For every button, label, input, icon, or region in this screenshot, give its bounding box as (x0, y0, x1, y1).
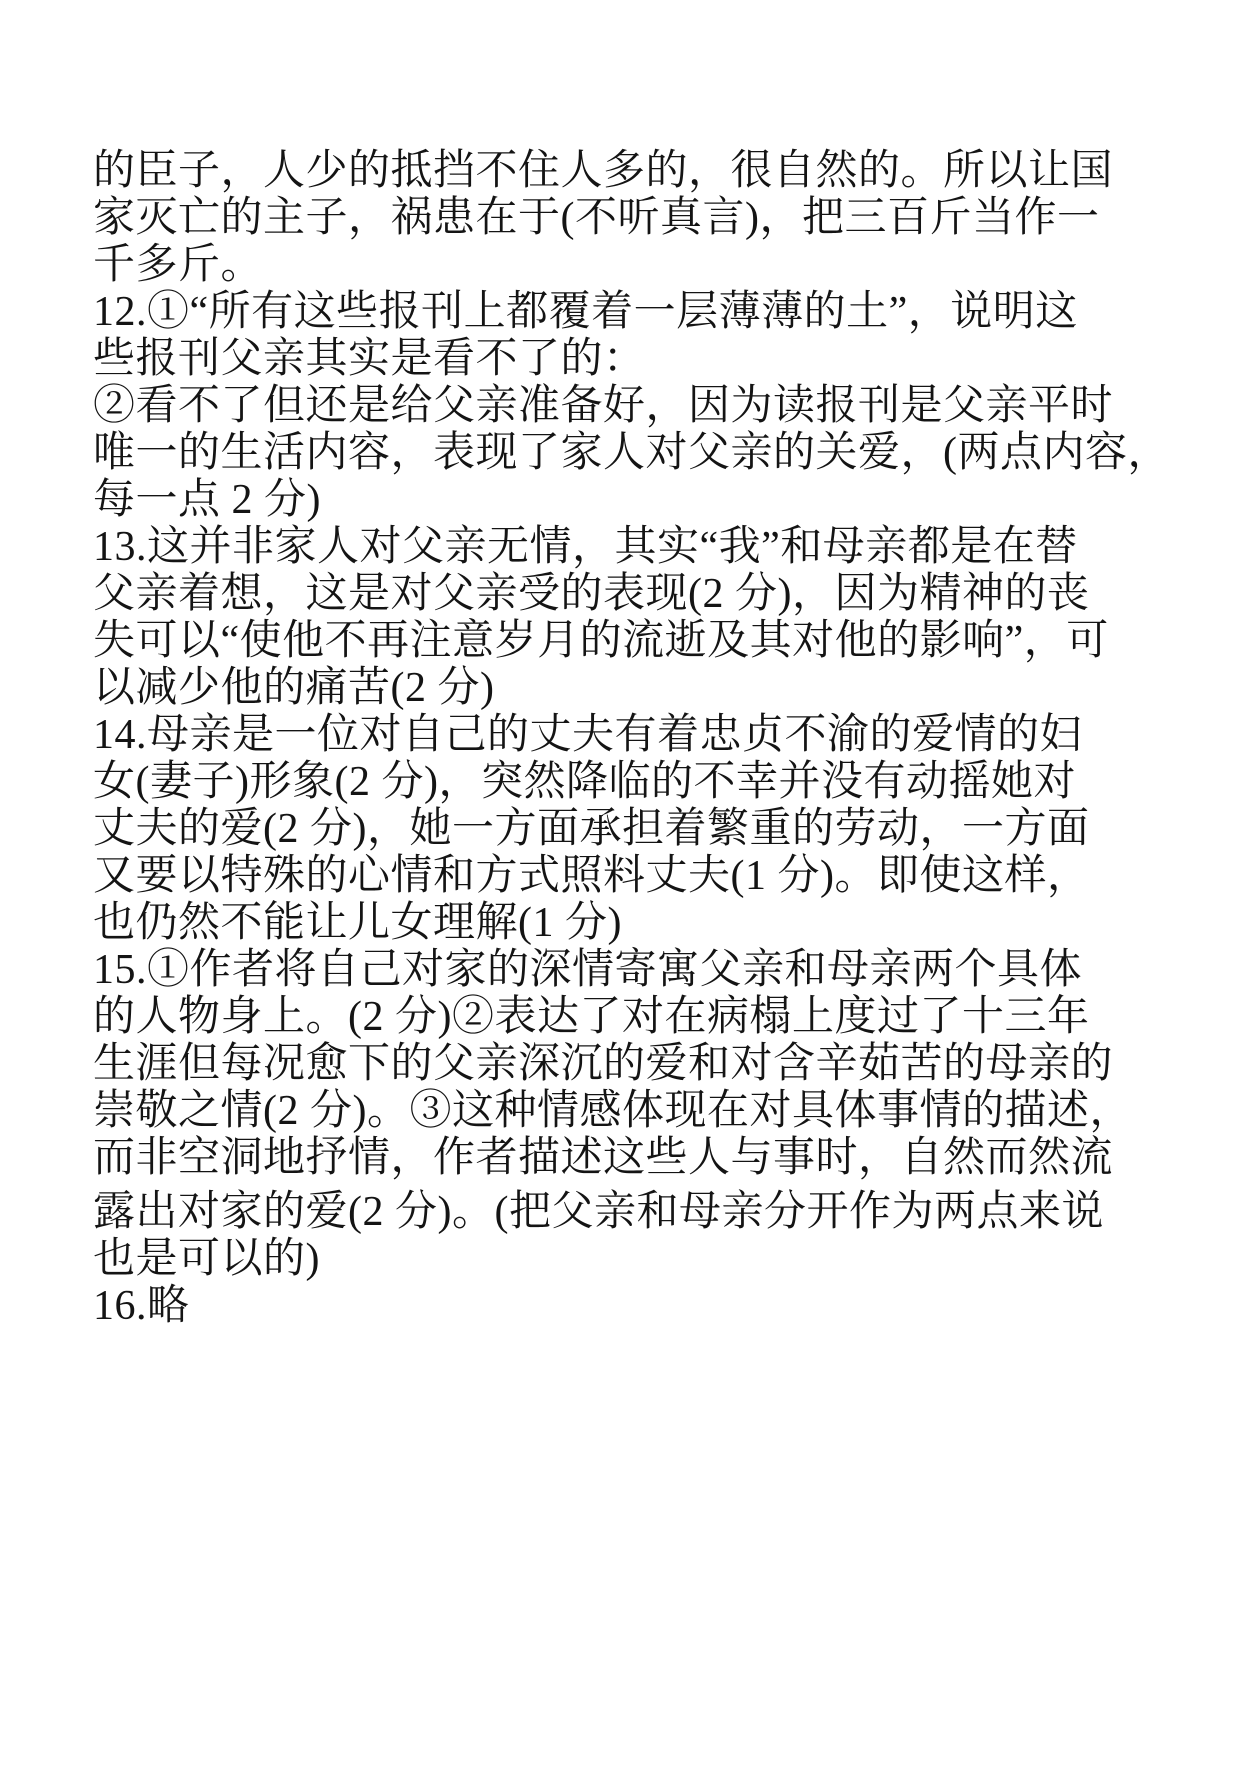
text-line: 父亲着想，这是对父亲受的表现(2 分)，因为精神的丧 (93, 571, 1090, 617)
text-line-q13: 13.这并非家人对父亲无情，其实“我”和母亲都是在替 (93, 524, 1078, 570)
text-line: 也仍然不能让儿女理解(1 分) (93, 900, 622, 946)
text-line-q15: 15.①作者将自己对家的深情寄寓父亲和母亲两个具体 (93, 947, 1083, 993)
text-line: 女(妻子)形象(2 分)，突然降临的不幸并没有动摇她对 (93, 759, 1076, 805)
text-line: 而非空洞地抒情，作者描述这些人与事时，自然而然流 (93, 1135, 1114, 1181)
answer-key-text-block (93, 148, 1170, 1330)
text-line: 的臣子，人少的抵挡不住人多的，很自然的。所以让国 (93, 148, 1114, 194)
text-line-q14: 14.母亲是一位对自己的丈夫有着忠贞不渝的爱情的妇 (93, 712, 1083, 758)
text-line: 失可以“使他不再注意岁月的流逝及其对他的影响”，可 (93, 618, 1109, 664)
text-line: 千多斤。 (93, 242, 264, 288)
text-line: 也是可以的) (93, 1236, 320, 1282)
text-line: 崇敬之情(2 分)。③这种情感体现在对具体事情的描述， (93, 1088, 1132, 1134)
text-line: 家灭亡的主子，祸患在于(不听真言)，把三百斤当作一 (93, 195, 1100, 241)
text-line: 每一点 2 分) (93, 477, 321, 523)
text-line: 丈夫的爱(2 分)，她一方面承担着繁重的劳动，一方面 (93, 806, 1090, 852)
text-line: 以减少他的痛苦(2 分) (93, 665, 495, 711)
text-line: 生涯但每况愈下的父亲深沉的爱和对含辛茹苦的母亲的 (93, 1041, 1114, 1087)
text-line: ②看不了但还是给父亲准备好，因为读报刊是父亲平时 (93, 383, 1114, 429)
text-line: 又要以特殊的心情和方式照料丈夫(1 分)。即使这样， (93, 853, 1090, 899)
text-line: 些报刊父亲其实是看不了的： (93, 336, 646, 382)
text-line-q12: 12.①“所有这些报刊上都覆着一层薄薄的土”，说明这 (93, 289, 1078, 335)
text-line: 的人物身上。(2 分)②表达了对在病榻上度过了十三年 (93, 994, 1090, 1040)
text-line-q16: 16.略 (93, 1283, 190, 1329)
text-line: 唯一的生活内容，表现了家人对父亲的关爱，(两点内容， (93, 430, 1170, 476)
text-line: 露出对家的爱(2 分)。(把父亲和母亲分开作为两点来说 (93, 1189, 1104, 1235)
